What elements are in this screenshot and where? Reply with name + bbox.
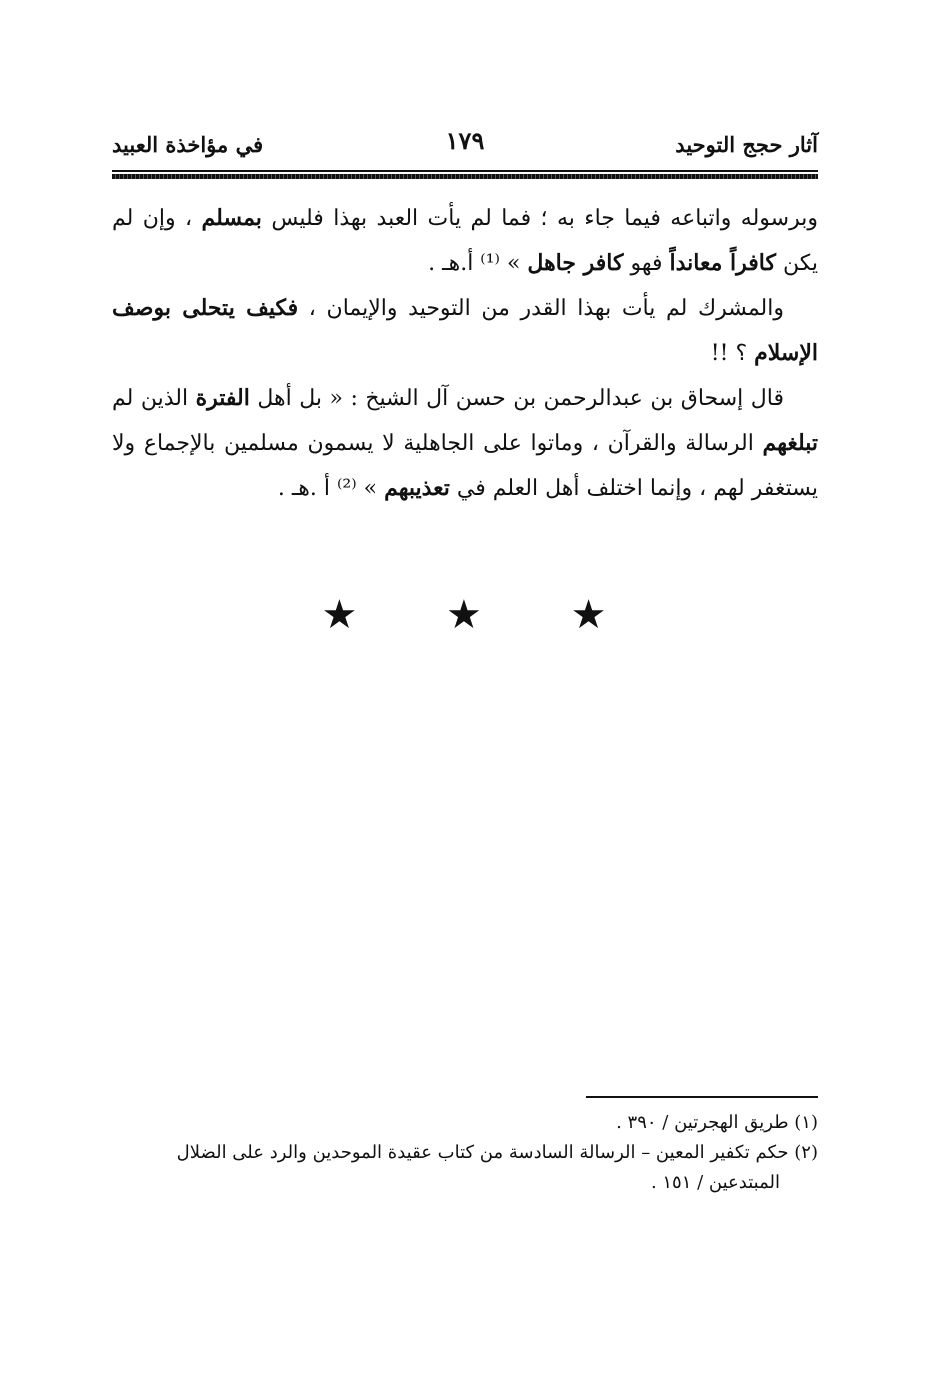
page-number: ١٧٩ [445, 126, 485, 155]
p3-text-4: » ⁽²⁾ أ .هـ . [277, 476, 385, 501]
paragraph-1 [112, 196, 818, 286]
p1-bold-1: بمسلم [201, 205, 262, 231]
p1-text-2: ، وإن لم يكن [112, 206, 818, 276]
footnote-1: (١) طريق الهجرتين / ٣٩٠ . [616, 1112, 818, 1133]
p3-bold-3: تعذيبهم [384, 475, 450, 501]
p3-text-1: قال إسحاق بن عبدالرحمن بن حسن آل الشيخ : « بل أهل [249, 386, 784, 411]
paragraph-3 [112, 376, 818, 511]
footnote-rule [586, 1096, 818, 1098]
running-header [112, 126, 818, 166]
footnote-2-continuation: المبتدعين / ١٥١ . [650, 1172, 780, 1193]
chapter-title: في مؤاخذة العبيد [112, 132, 264, 157]
p2-text-1: والمشرك لم يأت بهذا القدر من التوحيد والإيمان ، [298, 296, 785, 321]
book-title: آثار حجج التوحيد [675, 132, 818, 157]
p3-text-2: الذين لم [112, 386, 196, 411]
main-text [112, 196, 818, 511]
footnote-2: (٢) حكم تكفير المعين – الرسالة السادسة من كتاب عقيدة الموحدين والرد على الضلال [176, 1142, 818, 1163]
p2-text-2: ؟ !! [710, 341, 755, 366]
p2-bold-1: فكيف يتحلى بوصف الإسلام [112, 295, 818, 366]
p3-bold-1: الفترة [195, 385, 250, 411]
p3-text-3: الرسالة والقرآن ، وماتوا على الجاهلية لا يسمون مسلمين بالإجماع ولا يستغفر لهم ، وإنما اختلف أهل العلم في [112, 431, 818, 501]
p3-bold-2: تبلغهم [762, 430, 818, 456]
p1-text-3: فهو [623, 251, 670, 276]
header-rule-thick [112, 174, 818, 179]
p1-bold-2: كافراً معانداً [669, 250, 776, 276]
paragraph-2 [112, 286, 818, 376]
p1-text-4: » ⁽¹⁾ أ.هـ . [428, 251, 528, 276]
section-separator-stars: ★ ★ ★ [321, 592, 645, 638]
header-rule-thin [112, 170, 818, 172]
footnotes [112, 1108, 818, 1198]
p1-bold-3: كافر جاهل [527, 250, 624, 276]
p1-text-1: وبرسوله واتباعه فيما جاء به ؛ فما لم يأت العبد بهذا فليس [261, 206, 818, 231]
